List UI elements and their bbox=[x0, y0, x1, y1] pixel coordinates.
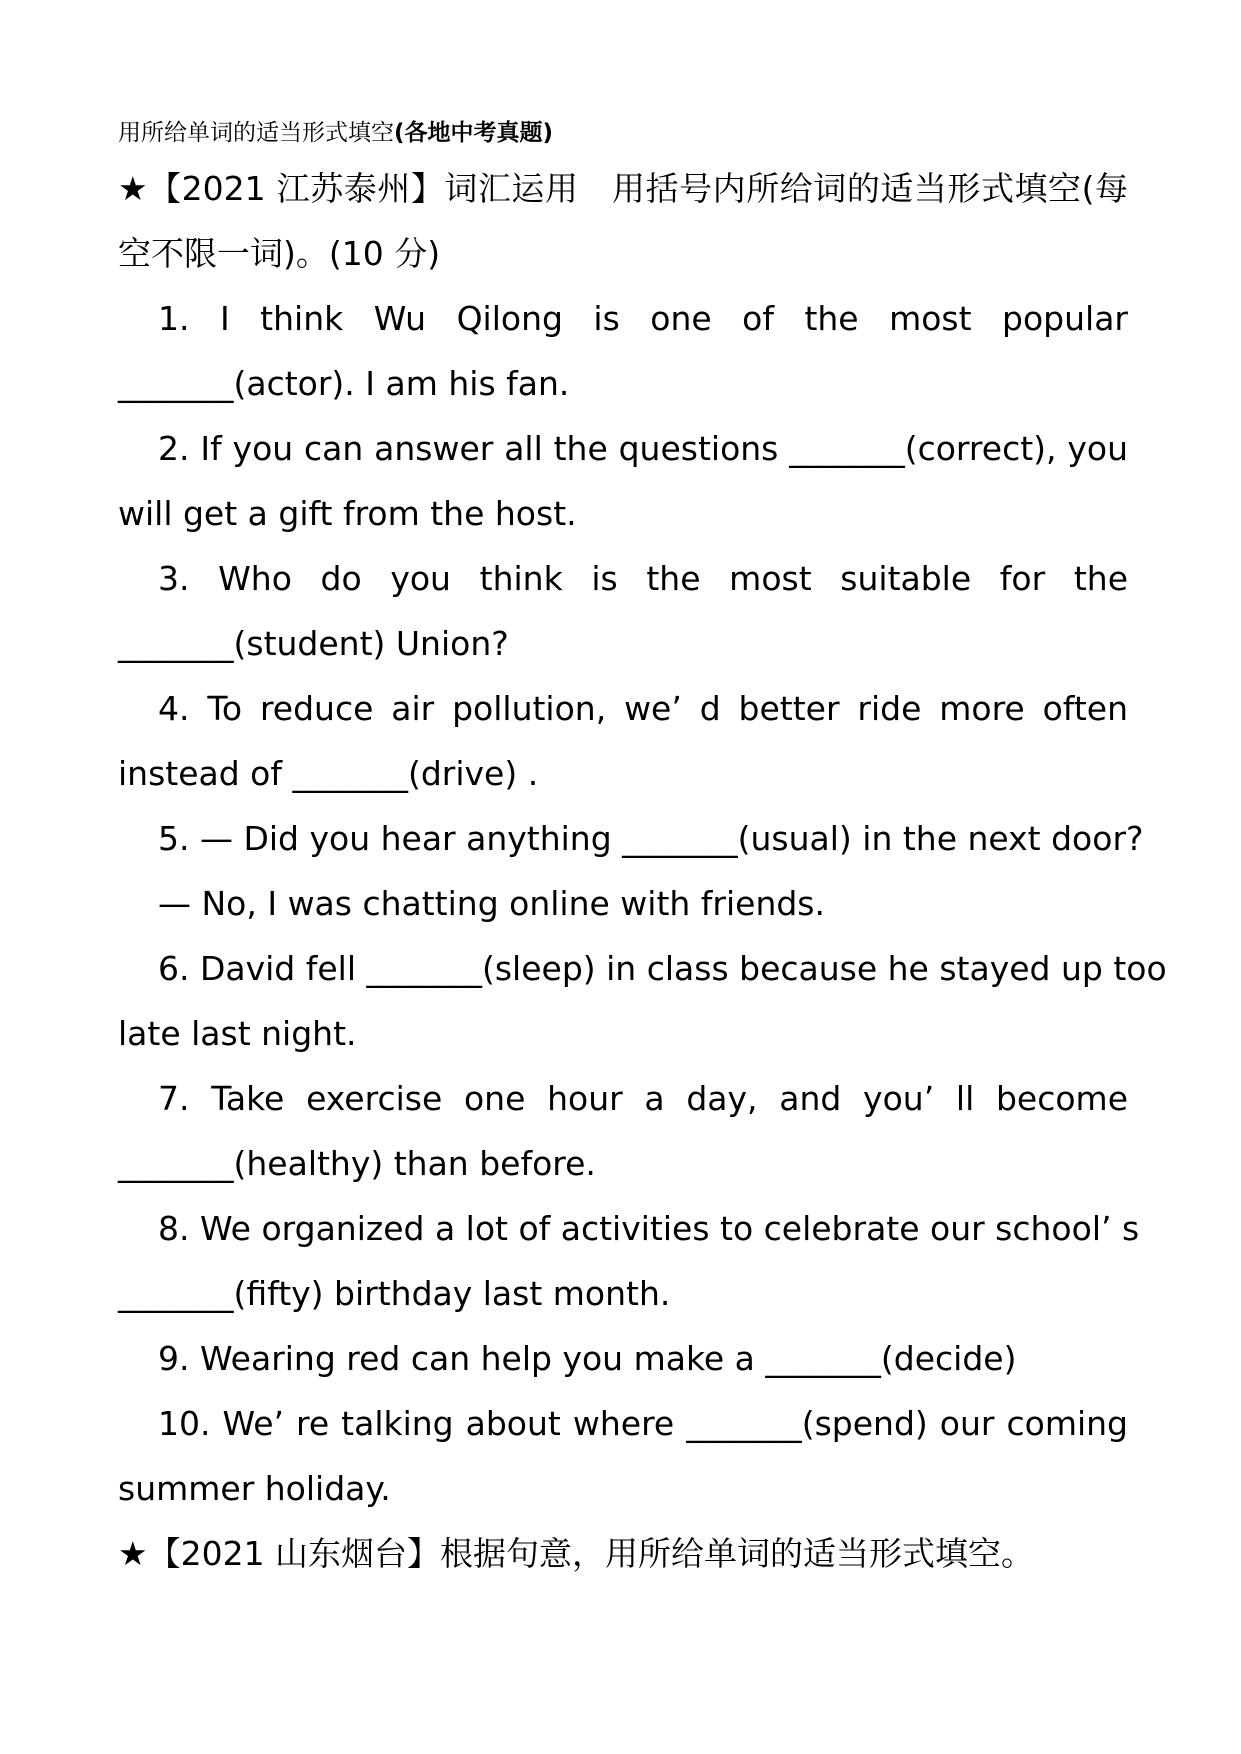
question-3-line-2: _______(student) Union? bbox=[118, 624, 509, 663]
question-10-line-1: 10. We’ re talking about where _______(spend) our coming bbox=[158, 1404, 1128, 1443]
page-title bbox=[118, 118, 1128, 148]
question-1-line-1: 1. I think Wu Qilong is one of the most popular bbox=[158, 299, 1128, 338]
question-1-line-2: _______(actor). I am his fan. bbox=[118, 364, 570, 403]
question-7-line-2: _______(healthy) than before. bbox=[118, 1144, 596, 1183]
question-4-line-1: 4. To reduce air pollution, we’ d better ride more often bbox=[158, 689, 1128, 728]
section-heading-line-2: 空不限一词)。(10 分) bbox=[118, 234, 441, 273]
question-8-line-2: _______(fifty) birthday last month. bbox=[118, 1274, 671, 1313]
section-heading-line-1: ★【2021 江苏泰州】词汇运用 用括号内所给词的适当形式填空(每 bbox=[118, 169, 1128, 208]
question-7-line-1: 7. Take exercise one hour a day, and you’ ll become bbox=[158, 1079, 1128, 1118]
question-8-line-1: 8. We organized a lot of activities to celebrate our school’ s bbox=[158, 1209, 1140, 1248]
question-2-line-1: 2. If you can answer all the questions _______(correct), you bbox=[158, 429, 1128, 468]
document-page bbox=[118, 118, 1167, 1586]
title-text: 用所给单词的适当形式填空 bbox=[118, 120, 394, 146]
question-5-line-1: 5. — Did you hear anything _______(usual) in the next door? bbox=[158, 819, 1144, 858]
question-6-line-2: late last night. bbox=[118, 1014, 357, 1053]
question-3-line-1: 3. Who do you think is the most suitable for the bbox=[158, 559, 1128, 598]
question-2-line-2: will get a gift from the host. bbox=[118, 494, 577, 533]
section-2-heading: ★【2021 山东烟台】根据句意，用所给单词的适当形式填空。 bbox=[118, 1534, 1035, 1573]
question-9-line-1: 9. Wearing red can help you make a _______(decide) bbox=[158, 1339, 1017, 1378]
question-6-line-1: 6. David fell _______(sleep) in class because he stayed up too bbox=[158, 949, 1167, 988]
question-10-line-2: summer holiday. bbox=[118, 1469, 391, 1508]
title-source: (各地中考真题) bbox=[394, 120, 554, 146]
question-4-line-2: instead of _______(drive) . bbox=[118, 754, 539, 793]
question-5-line-2: — No, I was chatting online with friends. bbox=[158, 884, 825, 923]
